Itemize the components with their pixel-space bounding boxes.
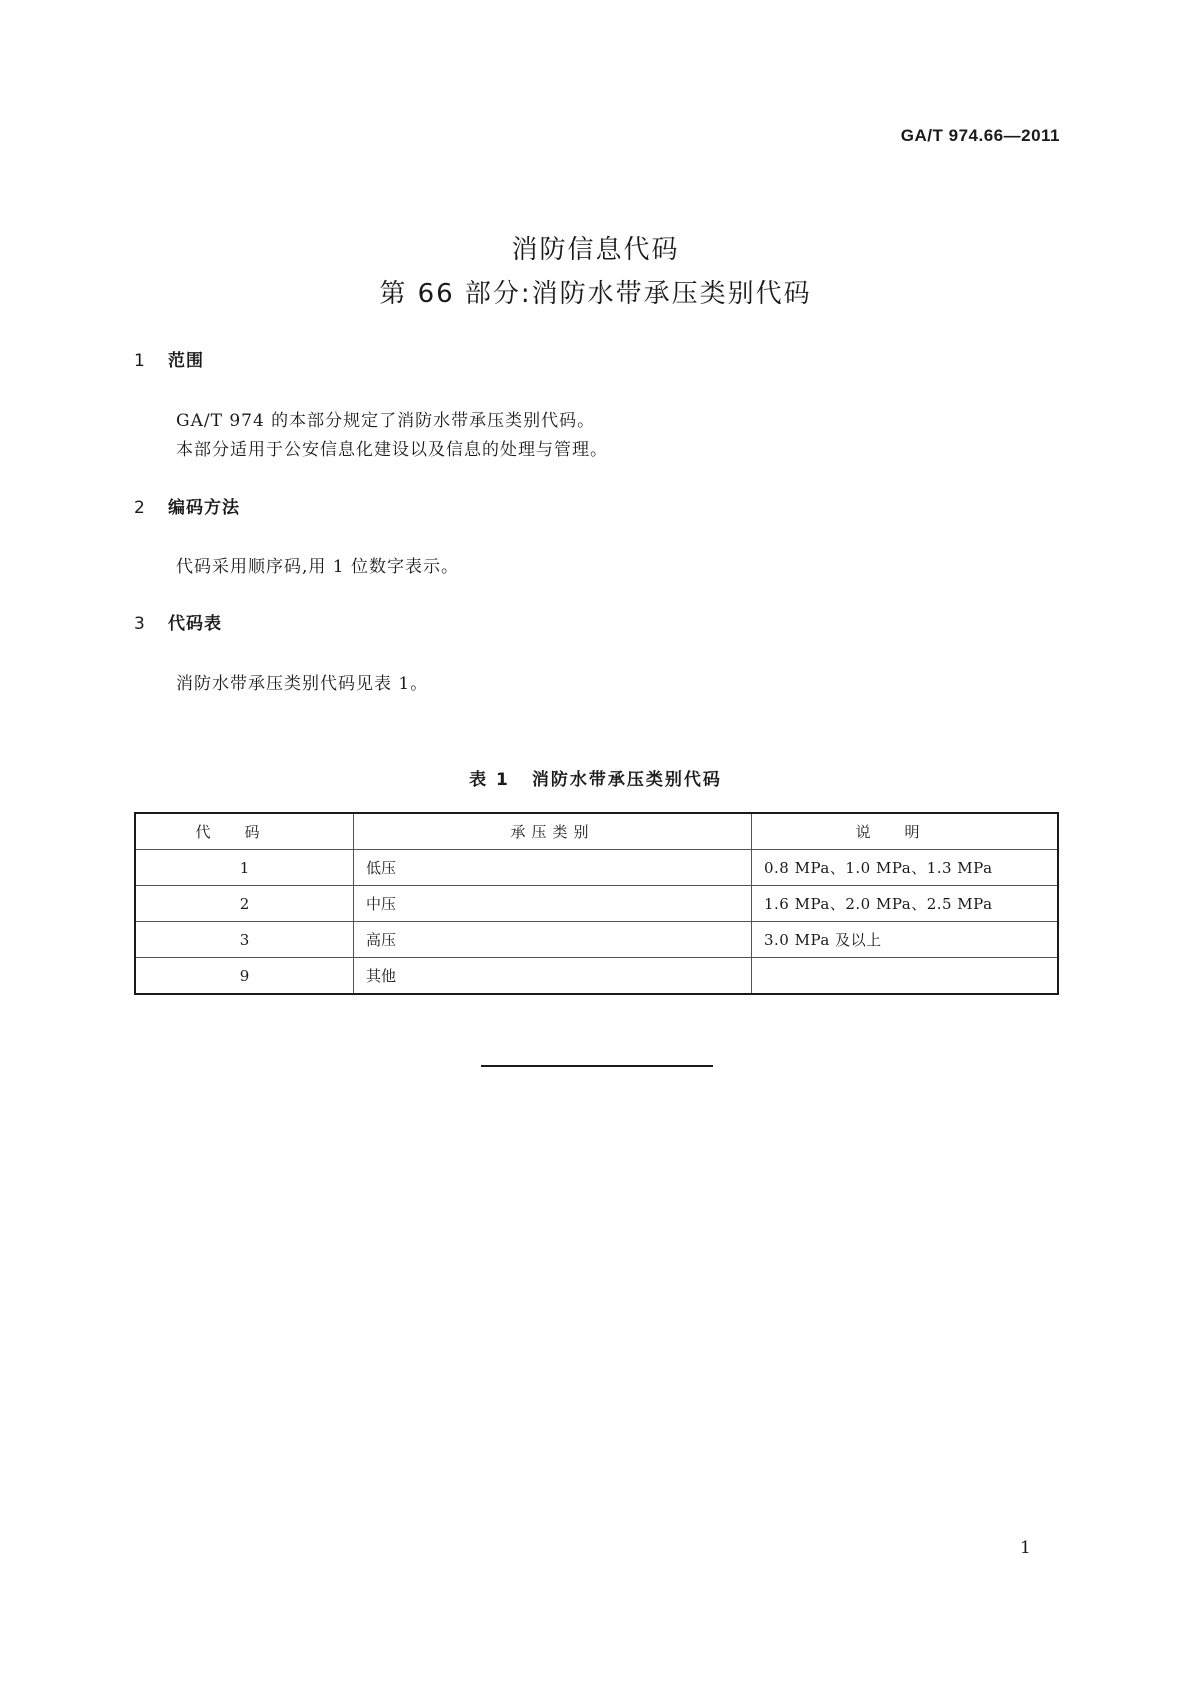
section-title: 代码表 <box>168 614 222 634</box>
title-line-1: 消防信息代码 <box>511 235 680 265</box>
table-row <box>135 850 1058 886</box>
cell-description <box>752 958 1059 995</box>
cell-description: 1.6 MPa、2.0 MPa、2.5 MPa <box>752 886 1059 922</box>
table-header-row <box>135 813 1058 850</box>
cell-category: 中压 <box>354 886 752 922</box>
cell-code: 1 <box>135 850 354 886</box>
section-number: 3 <box>134 614 146 634</box>
section-number: 2 <box>134 498 146 518</box>
cell-description: 3.0 MPa 及以上 <box>752 922 1059 958</box>
cell-code: 9 <box>135 958 354 995</box>
column-header-category: 承压类别 <box>354 813 752 850</box>
section-title: 编码方法 <box>168 498 240 518</box>
table-row <box>135 958 1058 995</box>
page-number: 1 <box>1020 1538 1031 1558</box>
section-title: 范围 <box>168 351 204 371</box>
title-line-2: 第 66 部分:消防水带承压类别代码 <box>379 279 812 309</box>
cell-category: 高压 <box>354 922 752 958</box>
code-table <box>134 812 1059 995</box>
table-row <box>135 886 1058 922</box>
table-caption-number: 表 1 <box>469 770 510 790</box>
column-header-code: 代码 <box>135 813 354 850</box>
cell-code: 2 <box>135 886 354 922</box>
section-heading-scope <box>134 346 204 371</box>
table-row <box>135 922 1058 958</box>
end-divider <box>481 1065 713 1067</box>
table-caption <box>0 765 1191 790</box>
paragraph: 消防水带承压类别代码见表 1。 <box>176 674 429 694</box>
cell-description: 0.8 MPa、1.0 MPa、1.3 MPa <box>752 850 1059 886</box>
paragraph: GA/T 974 的本部分规定了消防水带承压类别代码。 <box>176 411 596 431</box>
document-title <box>0 228 1191 316</box>
column-header-description: 说明 <box>752 813 1059 850</box>
cell-category: 低压 <box>354 850 752 886</box>
paragraph: 本部分适用于公安信息化建设以及信息的处理与管理。 <box>176 440 608 460</box>
document-code: GA/T 974.66—2011 <box>900 126 1060 145</box>
section-heading-code-table <box>134 609 222 634</box>
table-caption-title: 消防水带承压类别代码 <box>531 770 722 790</box>
cell-code: 3 <box>135 922 354 958</box>
section-heading-coding-method <box>134 493 240 518</box>
paragraph: 代码采用顺序码,用 1 位数字表示。 <box>176 557 460 577</box>
section-number: 1 <box>134 351 146 371</box>
cell-category: 其他 <box>354 958 752 995</box>
